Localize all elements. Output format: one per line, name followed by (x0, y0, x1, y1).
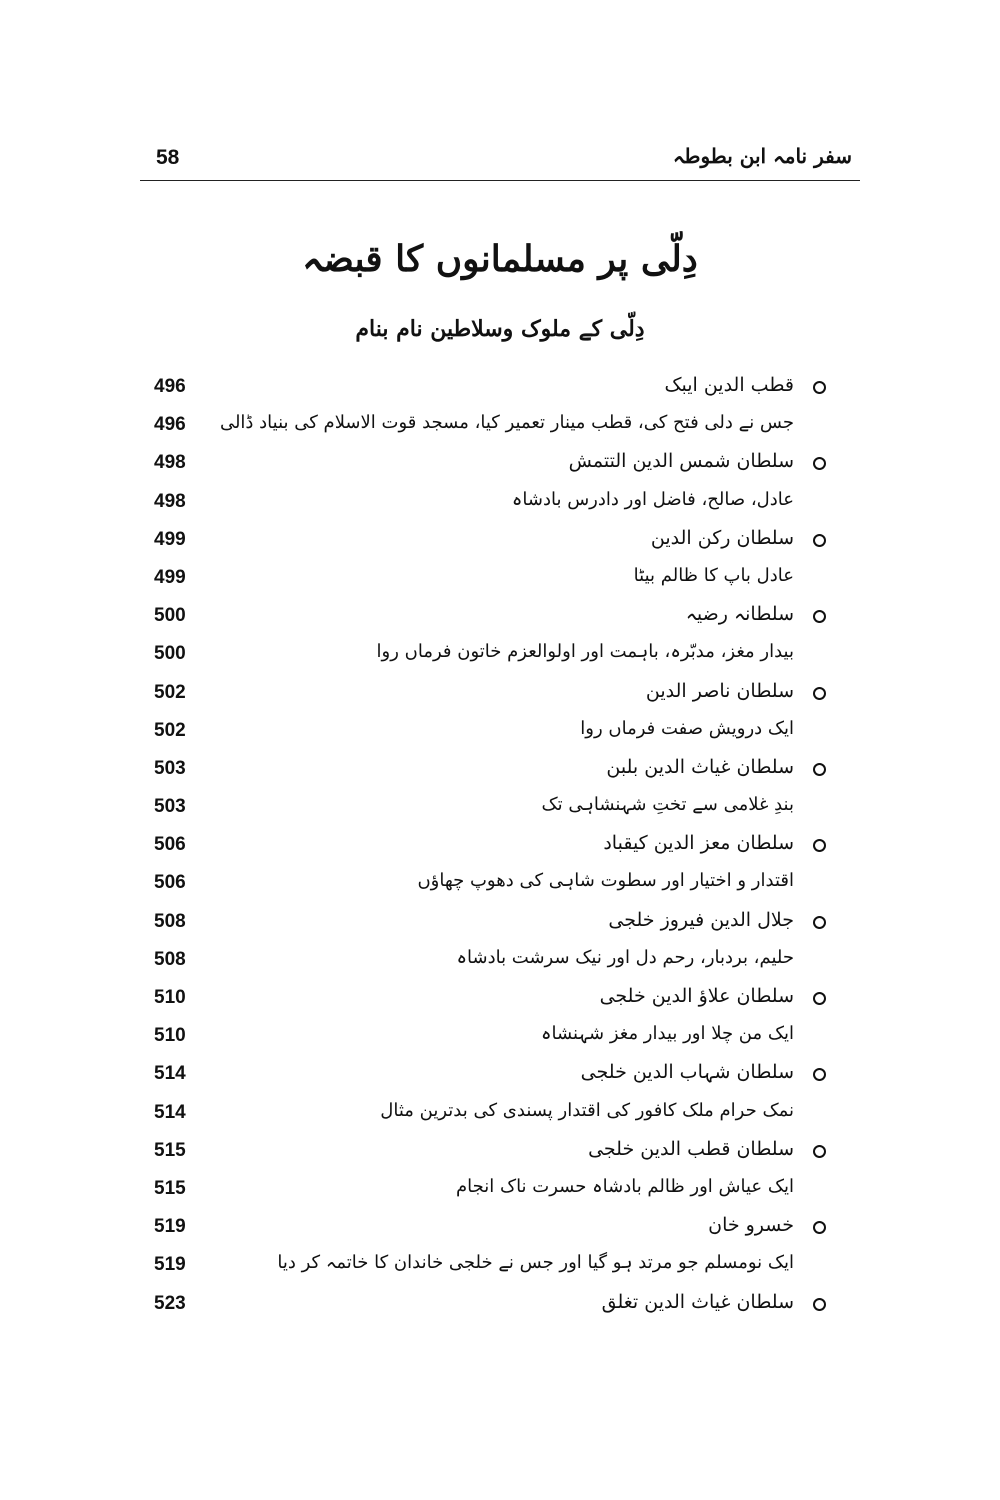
toc-page-number: 519 (154, 1216, 186, 1238)
toc-entry (150, 983, 830, 1021)
toc-entry-description (150, 716, 830, 754)
page-number: 58 (156, 146, 180, 169)
toc-entry (150, 754, 830, 792)
toc-entry (150, 830, 830, 868)
chapter-subtitle: دِلّی کے ملوک وسلاطین نام بنام (355, 316, 645, 342)
toc-entry-title: سلطانہ رضیہ (685, 603, 794, 626)
toc-page-number: 508 (154, 910, 186, 932)
toc-page-number: 510 (154, 1025, 186, 1047)
toc-entry-subtitle: ایک نومسلم جو مرتد ہو گیا اور جس نے خلجی خاندان کا خاتمہ کر دیا (277, 1252, 794, 1274)
toc-entry-title: سلطان شہاب الدین خلجی (580, 1061, 794, 1084)
toc-entry-description (150, 1021, 830, 1059)
circle-bullet-icon (813, 839, 826, 852)
toc-entry-title: خسرو خان (708, 1214, 794, 1237)
circle-bullet-icon (813, 1145, 826, 1158)
toc-entry-title: سلطان ناصر الدین (645, 679, 794, 702)
toc-entry-title: قطب الدین ایبک (664, 374, 794, 396)
toc-entry-description (150, 639, 830, 677)
circle-bullet-icon (813, 1068, 826, 1081)
toc-entry-description (150, 563, 830, 601)
chapter-title: دِلّی پر مسلمانوں کا قبضہ (302, 238, 698, 280)
toc-page-number: 515 (154, 1177, 186, 1199)
toc-page-number: 496 (154, 376, 186, 397)
toc-entry-subtitle: ایک عیاش اور ظالم بادشاہ حسرت ناک انجام (455, 1175, 794, 1197)
circle-bullet-icon (813, 763, 826, 776)
toc-entry-title: جلال الدین فیروز خلجی (608, 908, 794, 931)
toc-page-number: 503 (154, 796, 186, 818)
toc-entry (150, 1059, 830, 1097)
toc-page-number: 506 (154, 872, 186, 894)
book-title: سفر نامہ ابن بطوطہ (672, 144, 852, 168)
table-of-contents (150, 372, 830, 1327)
circle-bullet-icon (813, 916, 826, 929)
toc-page-number: 498 (154, 452, 186, 474)
toc-entry (150, 678, 830, 716)
toc-entry-subtitle: جس نے دلی فتح کی، قطب مینار تعمیر کیا، مسجد قوت الاسلام کی بنیاد ڈالی (219, 412, 794, 434)
toc-entry (150, 525, 830, 563)
toc-entry (150, 1289, 830, 1327)
circle-bullet-icon (813, 687, 826, 700)
page-header (140, 140, 860, 181)
toc-entry-subtitle: اقتدار و اختیار اور سطوت شاہی کی دھوپ چھاؤں (417, 870, 794, 892)
toc-page-number: 499 (154, 566, 186, 588)
toc-entry-description (150, 868, 830, 906)
toc-entry-subtitle: ایک من چلا اور بیدار مغز شہنشاہ (540, 1023, 794, 1045)
toc-page-number: 503 (154, 757, 186, 779)
toc-entry-subtitle: بندِ غلامی سے تختِ شہنشاہی تک (541, 794, 794, 816)
toc-page-number: 500 (154, 605, 186, 627)
toc-entry-description (150, 1250, 830, 1288)
toc-entry-description (150, 792, 830, 830)
toc-entry-subtitle: عادل باپ کا ظالم بیٹا (633, 564, 794, 586)
toc-entry-subtitle: حلیم، بردبار، رحم دل اور نیک سرشت بادشاہ (456, 946, 794, 968)
circle-bullet-icon (813, 534, 826, 547)
toc-entry-subtitle: نمک حرام ملک کافور کی اقتدار پسندی کی بدترین مثال (380, 1099, 794, 1121)
toc-entry-subtitle: عادل، صالح، فاضل اور دادرس بادشاہ (511, 488, 794, 510)
toc-entry (150, 601, 830, 639)
toc-page-number: 523 (154, 1292, 186, 1314)
toc-page-number: 510 (154, 987, 186, 1008)
toc-entry-title: سلطان معز الدین کیقباد (603, 832, 794, 855)
toc-page-number: 519 (154, 1254, 186, 1276)
toc-entry-title: سلطان قطب الدین خلجی (588, 1137, 794, 1160)
toc-page-number: 498 (154, 490, 186, 512)
toc-entry-title: سلطان غیاث الدین بلبن (606, 755, 794, 778)
toc-page-number: 515 (154, 1139, 186, 1161)
toc-entry-description (150, 1098, 830, 1136)
toc-entry-title: سلطان علاؤ الدین خلجی (599, 985, 794, 1007)
toc-page-number: 499 (154, 528, 186, 550)
toc-entry-description (150, 1174, 830, 1212)
circle-bullet-icon (813, 457, 826, 470)
toc-page-number: 502 (154, 719, 186, 741)
toc-entry-subtitle: بیدار مغز، مدبّرہ، باہمت اور اولوالعزم خاتون فرماں روا (376, 641, 794, 663)
toc-entry-title: سلطان غیاث الدین تغلق (601, 1290, 794, 1313)
toc-page-number: 514 (154, 1063, 186, 1085)
toc-entry-subtitle: ایک درویش صفت فرماں روا (580, 717, 794, 739)
toc-entry (150, 1212, 830, 1250)
toc-entry-title: سلطان شمس الدین التتمش (568, 450, 794, 473)
toc-entry-description (150, 945, 830, 983)
circle-bullet-icon (813, 992, 826, 1005)
toc-entry (150, 372, 830, 410)
toc-page-number: 496 (154, 414, 186, 436)
toc-page-number: 506 (154, 834, 186, 856)
toc-page-number: 502 (154, 681, 186, 703)
circle-bullet-icon (813, 381, 826, 394)
toc-entry (150, 448, 830, 486)
circle-bullet-icon (813, 1221, 826, 1234)
circle-bullet-icon (813, 1298, 826, 1311)
toc-entry (150, 907, 830, 945)
toc-page-number: 500 (154, 643, 186, 665)
circle-bullet-icon (813, 610, 826, 623)
toc-entry-description (150, 487, 830, 525)
toc-entry (150, 1136, 830, 1174)
toc-page-number: 514 (154, 1101, 186, 1123)
toc-entry-description (150, 410, 830, 448)
toc-page-number: 508 (154, 948, 186, 970)
toc-entry-title: سلطان رکن الدین (650, 526, 794, 549)
